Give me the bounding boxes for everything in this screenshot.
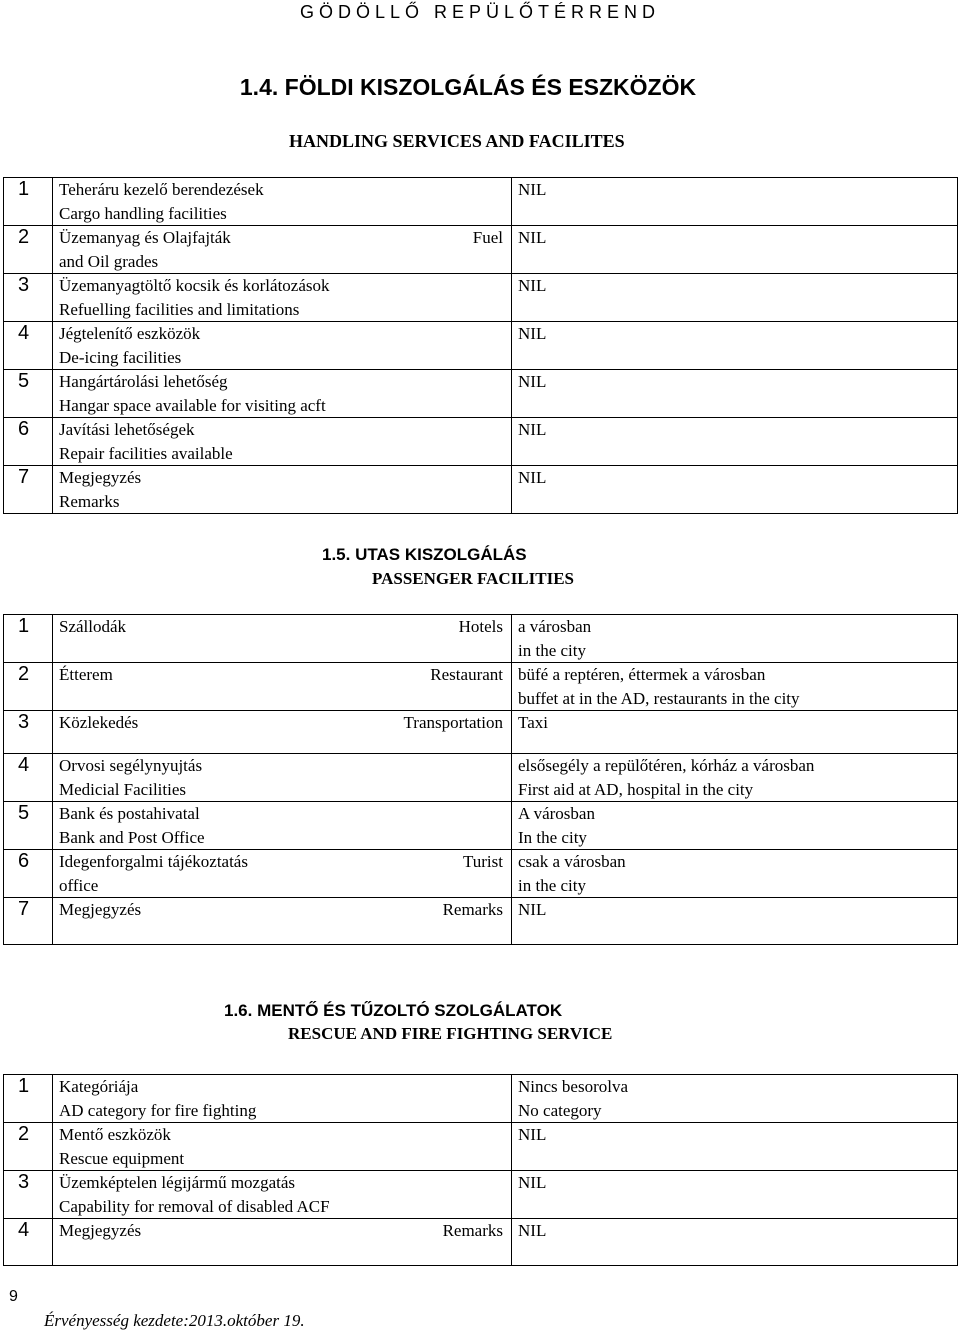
description-en: Capability for removal of disabled ACF xyxy=(59,1196,330,1216)
row-number: 1 xyxy=(4,178,53,226)
section-1-5-title-text: 1.5. UTAS KISZOLGÁLÁS xyxy=(322,545,527,564)
table-row xyxy=(4,754,958,802)
description-label: Hotels xyxy=(458,617,503,636)
description-hu: Teheráru kezelő berendezések xyxy=(59,180,264,199)
row-value xyxy=(512,802,958,850)
value-line-1: a városban xyxy=(518,617,592,636)
section-1-5-title xyxy=(322,540,527,566)
row-value xyxy=(512,850,958,898)
table-row xyxy=(4,178,958,226)
description-en: Hangar space available for visiting acft xyxy=(59,395,326,415)
description-label: Restaurant xyxy=(430,665,503,684)
row-description xyxy=(53,418,512,466)
value-line-1: csak a városban xyxy=(518,852,626,871)
row-description xyxy=(53,898,512,945)
section-1-4-title: 1.4. FÖLDI KISZOLGÁLÁS ÉS ESZKÖZÖK xyxy=(239,74,697,100)
page-number: 9 xyxy=(9,1288,18,1305)
section-1-6-title xyxy=(224,996,562,1022)
row-value xyxy=(512,1171,958,1219)
row-value xyxy=(512,466,958,514)
value-line-1: NIL xyxy=(518,900,547,919)
row-number: 7 xyxy=(4,466,53,514)
table-row xyxy=(4,711,958,754)
table-row xyxy=(4,898,958,945)
row-value xyxy=(512,898,958,945)
table-row xyxy=(4,850,958,898)
table-row xyxy=(4,418,958,466)
value-line-1: elsősegély a repülőtéren, kórház a városban xyxy=(518,756,815,775)
row-number: 4 xyxy=(4,322,53,370)
description-hu: Megjegyzés xyxy=(59,900,142,919)
row-description xyxy=(53,1171,512,1219)
row-number: 1 xyxy=(4,1075,53,1123)
description-en: Refuelling facilities and limitations xyxy=(59,299,300,319)
description-label: Remarks xyxy=(442,900,503,919)
row-description xyxy=(53,615,512,663)
value-line-2: No category xyxy=(518,1100,602,1120)
description-label: Turist xyxy=(462,852,503,871)
row-value xyxy=(512,322,958,370)
row-value xyxy=(512,1123,958,1171)
description-hu: Megjegyzés xyxy=(59,1221,142,1240)
table-row xyxy=(4,1075,958,1123)
table-row xyxy=(4,663,958,711)
row-number: 6 xyxy=(4,418,53,466)
table-row xyxy=(4,322,958,370)
value-line-1: NIL xyxy=(518,1173,547,1192)
validity-date: Érvényesség kezdete:2013.október 19. xyxy=(44,1311,305,1330)
value-line-1: Taxi xyxy=(518,713,548,732)
table-row xyxy=(4,370,958,418)
row-number: 2 xyxy=(4,1123,53,1171)
value-line-2: First aid at AD, hospital in the city xyxy=(518,779,754,799)
row-description xyxy=(53,802,512,850)
table-row xyxy=(4,615,958,663)
description-hu: Hangártárolási lehetőség xyxy=(59,372,228,391)
description-hu: Szállodák xyxy=(59,617,127,636)
value-line-1: A városban xyxy=(518,804,595,823)
row-description xyxy=(53,850,512,898)
value: NIL xyxy=(518,372,547,391)
description-hu: Üzemképtelen légijármű mozgatás xyxy=(59,1173,296,1192)
description-en: Cargo handling facilities xyxy=(59,203,227,223)
row-number: 3 xyxy=(4,274,53,322)
description-label: Fuel xyxy=(472,228,503,247)
row-description xyxy=(53,178,512,226)
row-description xyxy=(53,1075,512,1123)
description-en: De-icing facilities xyxy=(59,347,182,367)
row-value xyxy=(512,226,958,274)
row-value xyxy=(512,274,958,322)
section-1-5-subtitle: PASSENGER FACILITIES xyxy=(372,569,575,588)
row-number: 4 xyxy=(4,754,53,802)
description-hu: Idegenforgalmi tájékoztatás xyxy=(59,852,248,871)
description-en: Bank and Post Office xyxy=(59,827,205,847)
row-description xyxy=(53,226,512,274)
row-description xyxy=(53,274,512,322)
value: NIL xyxy=(518,180,547,199)
row-description xyxy=(53,754,512,802)
row-value xyxy=(512,711,958,754)
description-label: Transportation xyxy=(403,713,503,732)
table-row xyxy=(4,1123,958,1171)
row-value xyxy=(512,1075,958,1123)
row-number: 2 xyxy=(4,663,53,711)
row-number: 2 xyxy=(4,226,53,274)
row-description xyxy=(53,466,512,514)
description-en: Remarks xyxy=(59,491,120,511)
description-hu: Bank és postahivatal xyxy=(59,804,200,823)
description-en: Medicial Facilities xyxy=(59,779,186,799)
passenger-facilities-table xyxy=(3,614,958,945)
row-number: 5 xyxy=(4,802,53,850)
description-en: and Oil grades xyxy=(59,251,159,271)
value-line-2: in the city xyxy=(518,875,586,895)
section-1-6-subtitle: RESCUE AND FIRE FIGHTING SERVICE xyxy=(288,1024,613,1043)
value-line-1: NIL xyxy=(518,1125,547,1144)
description-hu: Üzemanyagtöltő kocsik és korlátozások xyxy=(59,276,330,295)
value: NIL xyxy=(518,228,547,247)
row-number: 5 xyxy=(4,370,53,418)
table-row xyxy=(4,466,958,514)
document-header: GÖDÖLLŐ REPÜLŐTÉRREND xyxy=(299,2,661,22)
value-line-2: in the city xyxy=(518,640,586,660)
row-value xyxy=(512,754,958,802)
row-value xyxy=(512,663,958,711)
value-line-1: Nincs besorolva xyxy=(518,1077,629,1096)
table-row xyxy=(4,1171,958,1219)
description-hu: Jégtelenítő eszközök xyxy=(59,324,201,343)
description-en: office xyxy=(59,875,99,895)
rescue-fire-table xyxy=(3,1074,958,1266)
row-value xyxy=(512,418,958,466)
description-label: Remarks xyxy=(442,1221,503,1240)
row-number: 4 xyxy=(4,1219,53,1266)
row-value xyxy=(512,615,958,663)
table-row xyxy=(4,274,958,322)
row-number: 6 xyxy=(4,850,53,898)
table-row xyxy=(4,1219,958,1266)
value-line-1: büfé a reptéren, éttermek a városban xyxy=(518,665,766,684)
description-hu: Orvosi segélynyujtás xyxy=(59,756,203,775)
description-hu: Mentő eszközök xyxy=(59,1125,171,1144)
description-en: Repair facilities available xyxy=(59,443,233,463)
row-description xyxy=(53,1219,512,1266)
description-en: AD category for fire fighting xyxy=(59,1100,257,1120)
value-line-2: buffet at in the AD, restaurants in the city xyxy=(518,688,800,708)
description-hu: Étterem xyxy=(59,665,113,684)
description-hu: Üzemanyag és Olajfajták xyxy=(59,228,231,247)
row-description xyxy=(53,711,512,754)
row-number: 3 xyxy=(4,711,53,754)
row-description xyxy=(53,322,512,370)
value: NIL xyxy=(518,468,547,487)
value: NIL xyxy=(518,420,547,439)
description-hu: Közlekedés xyxy=(59,713,139,732)
description-hu: Megjegyzés xyxy=(59,468,142,487)
row-number: 3 xyxy=(4,1171,53,1219)
row-value xyxy=(512,370,958,418)
row-number: 7 xyxy=(4,898,53,945)
table-row xyxy=(4,226,958,274)
row-value xyxy=(512,178,958,226)
description-hu: Javítási lehetőségek xyxy=(59,420,195,439)
handling-services-table xyxy=(3,177,958,514)
section-1-4-subtitle: HANDLING SERVICES AND FACILITES xyxy=(289,131,625,151)
table-row xyxy=(4,802,958,850)
description-en: Rescue equipment xyxy=(59,1148,185,1168)
value-line-1: NIL xyxy=(518,1221,547,1240)
row-description xyxy=(53,663,512,711)
row-description xyxy=(53,1123,512,1171)
section-1-6-title-text: 1.6. MENTŐ ÉS TŰZOLTÓ SZOLGÁLATOK xyxy=(224,1001,563,1020)
value: NIL xyxy=(518,324,547,343)
row-value xyxy=(512,1219,958,1266)
row-description xyxy=(53,370,512,418)
description-hu: Kategóriája xyxy=(59,1077,139,1096)
value: NIL xyxy=(518,276,547,295)
value-line-2: In the city xyxy=(518,827,587,847)
row-number: 1 xyxy=(4,615,53,663)
